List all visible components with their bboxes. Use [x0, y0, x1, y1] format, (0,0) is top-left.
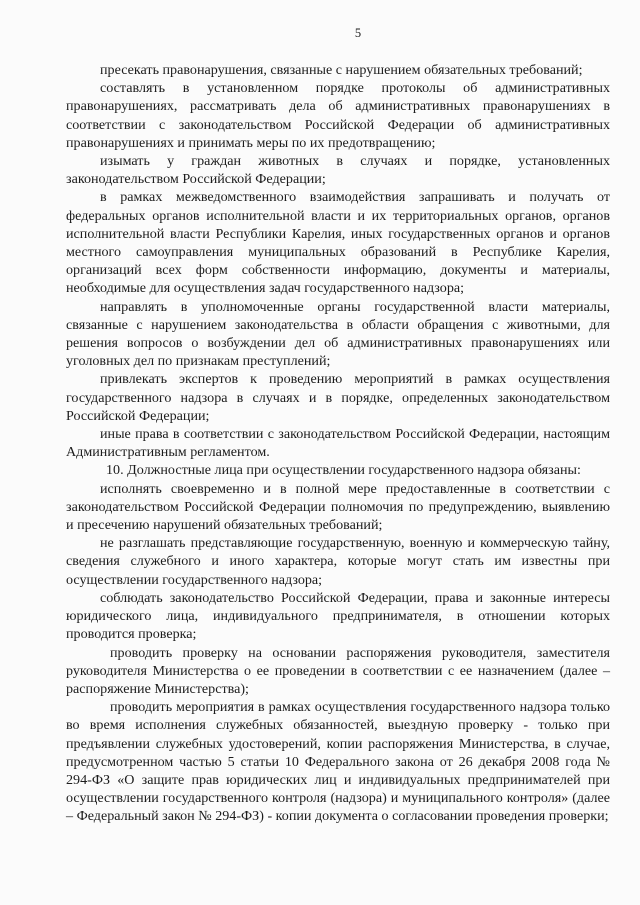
paragraph-draw-up-protocols: составлять в установленном порядке протоколы об административных правонарушениях, рассматривать дела об административных правонарушениях в соответствии с законодательством Российской Федерации об административных правонарушениях и принимать меры по их предотвращению;	[66, 80, 610, 151]
paragraph-engage-experts: привлекать экспертов к проведению мероприятий в рамках осуществления государственного надзора в случаях и в порядке, определенных законодательством Российской Федерации;	[66, 371, 610, 424]
paragraph-other-rights: иные права в соответствии с законодательством Российской Федерации, настоящим Административным регламентом.	[66, 426, 610, 461]
paragraph-conduct-inspection: проводить проверку на основании распоряжения руководителя, заместителя руководителя Министерства о ее проведении в соответствии с ее назначением (далее – распоряжение Министерства);	[66, 644, 610, 697]
paragraph-no-disclosure: не разглашать представляющие государственную, военную и коммерческую тайну, сведения служебного и иного характера, которые могут стать им известны при осуществлении государственного надзора;	[66, 535, 610, 588]
paragraph-observe-legislation: соблюдать законодательство Российской Федерации, права и законные интересы юридического лица, индивидуального предпринимателя, в отношении которых проводится проверка;	[66, 589, 610, 643]
paragraph-seize-animals: изымать у граждан животных в случаях и порядке, установленных законодательством Российской Федерации;	[66, 153, 610, 188]
paragraph-request-information: в рамках межведомственного взаимодействия запрашивать и получать от федеральных органов исполнительной власти и их территориальных органов, органов исполнительной власти Республики Карелия, иных государственных органов и органов местного самоуправления муниципальных образований в Республике Карелия, организаций всех форм собственности информацию, документы и материалы, необходимые для осуществления задач государственного надзора;	[66, 189, 610, 297]
paragraph-point-10: 10. Должностные лица при осуществлении государственного надзора обязаны:	[106, 462, 581, 479]
paragraph-send-materials: направлять в уполномоченные органы государственной власти материалы, связанные с нарушением законодательства в области обращения с животными, для решения вопросов о возбуждении дел об административных правонарушениях или уголовных дел по признакам преступлений;	[66, 298, 610, 370]
paragraph-suppress-violations: пресекать правонарушения, связанные с нарушением обязательных требований;	[100, 62, 583, 78]
page-number: 5	[354, 26, 362, 40]
paragraph-conduct-measures: проводить мероприятия в рамках осуществления государственного надзора только во время исполнения служебных обязанностей, выездную проверку - только при предъявлении служебных удостоверений, копии распоряжения Министерства, в случае, предусмотренном частью 5 статьи 10 Федерального закона от 26 декабря 2008 года № 294-ФЗ «О защите прав юридических лиц и индивидуальных предпринимателей при осуществлении государственного контроля (надзора) и муниципального контроля» (далее – Федеральный закон № 294-ФЗ) - копии документа о согласовании проведения проверки;	[66, 699, 610, 825]
paragraph-fulfill-powers: исполнять своевременно и в полной мере предоставленные в соответствии с законодательством Российской Федерации полномочия по предупреждению, выявлению и пресечению нарушений обязательных требований;	[66, 480, 610, 534]
